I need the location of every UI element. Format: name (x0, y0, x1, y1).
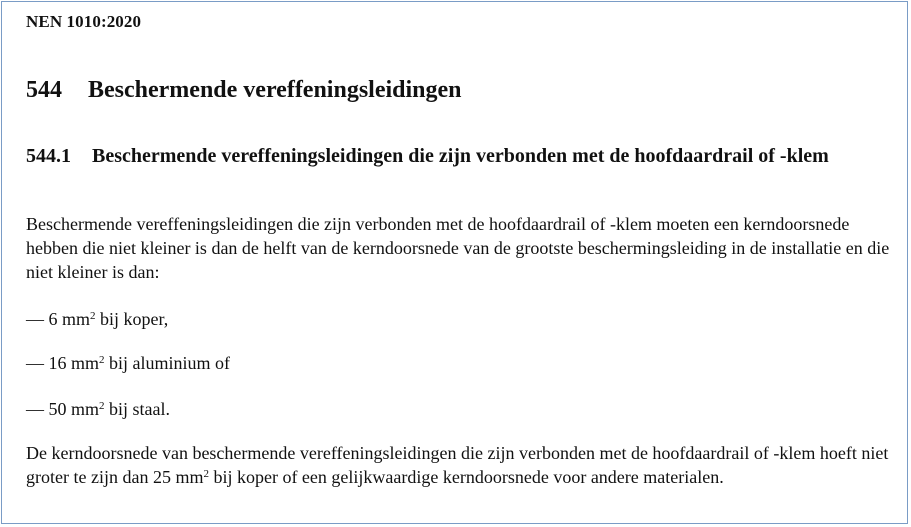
closing-text-after: bij koper of een gelijkwaardige kerndoorsnede voor andere materialen. (208, 467, 724, 487)
list-dash: — (26, 353, 44, 373)
section-number: 544 (26, 77, 62, 103)
list-rest: bij staal. (104, 399, 171, 419)
list-item (26, 351, 230, 375)
list-exponent: 2 (90, 310, 96, 322)
section-heading (26, 77, 462, 104)
subsection-heading (26, 144, 896, 168)
list-exponent: 2 (99, 400, 105, 412)
closing-text-before: De kerndoorsnede van beschermende vereffeningsleidingen die zijn verbonden met de hoofdaardrail of -klem hoeft niet groter te zijn dan 25 mm (26, 443, 889, 487)
list-value: 16 mm (48, 353, 100, 373)
list-dash: — (26, 399, 44, 419)
closing-paragraph (26, 441, 898, 489)
intro-paragraph: Beschermende vereffeningsleidingen die zijn verbonden met de hoofdaardrail of -klem moeten een kerndoorsnede hebben die niet kleiner is dan de helft van de kerndoorsnede van de grootste beschermingsleiding in de installatie en die niet kleiner is dan: (26, 214, 890, 282)
section-title-text: Beschermende vereffeningsleidingen (88, 77, 462, 103)
closing-exponent: 2 (203, 468, 209, 480)
list-value: 50 mm (48, 399, 100, 419)
subsection-number: 544.1 (26, 145, 71, 167)
list-rest: bij aluminium of (104, 353, 231, 373)
list-value: 6 mm (48, 309, 91, 329)
list-item (26, 307, 168, 331)
list-dash: — (26, 309, 44, 329)
standard-code: NEN 1010:2020 (26, 12, 142, 31)
list-exponent: 2 (99, 354, 105, 366)
subsection-title-text: Beschermende vereffeningsleidingen die zijn verbonden met de hoofdaardrail of -klem (92, 145, 829, 167)
list-item (26, 397, 170, 421)
list-rest: bij koper, (95, 309, 169, 329)
